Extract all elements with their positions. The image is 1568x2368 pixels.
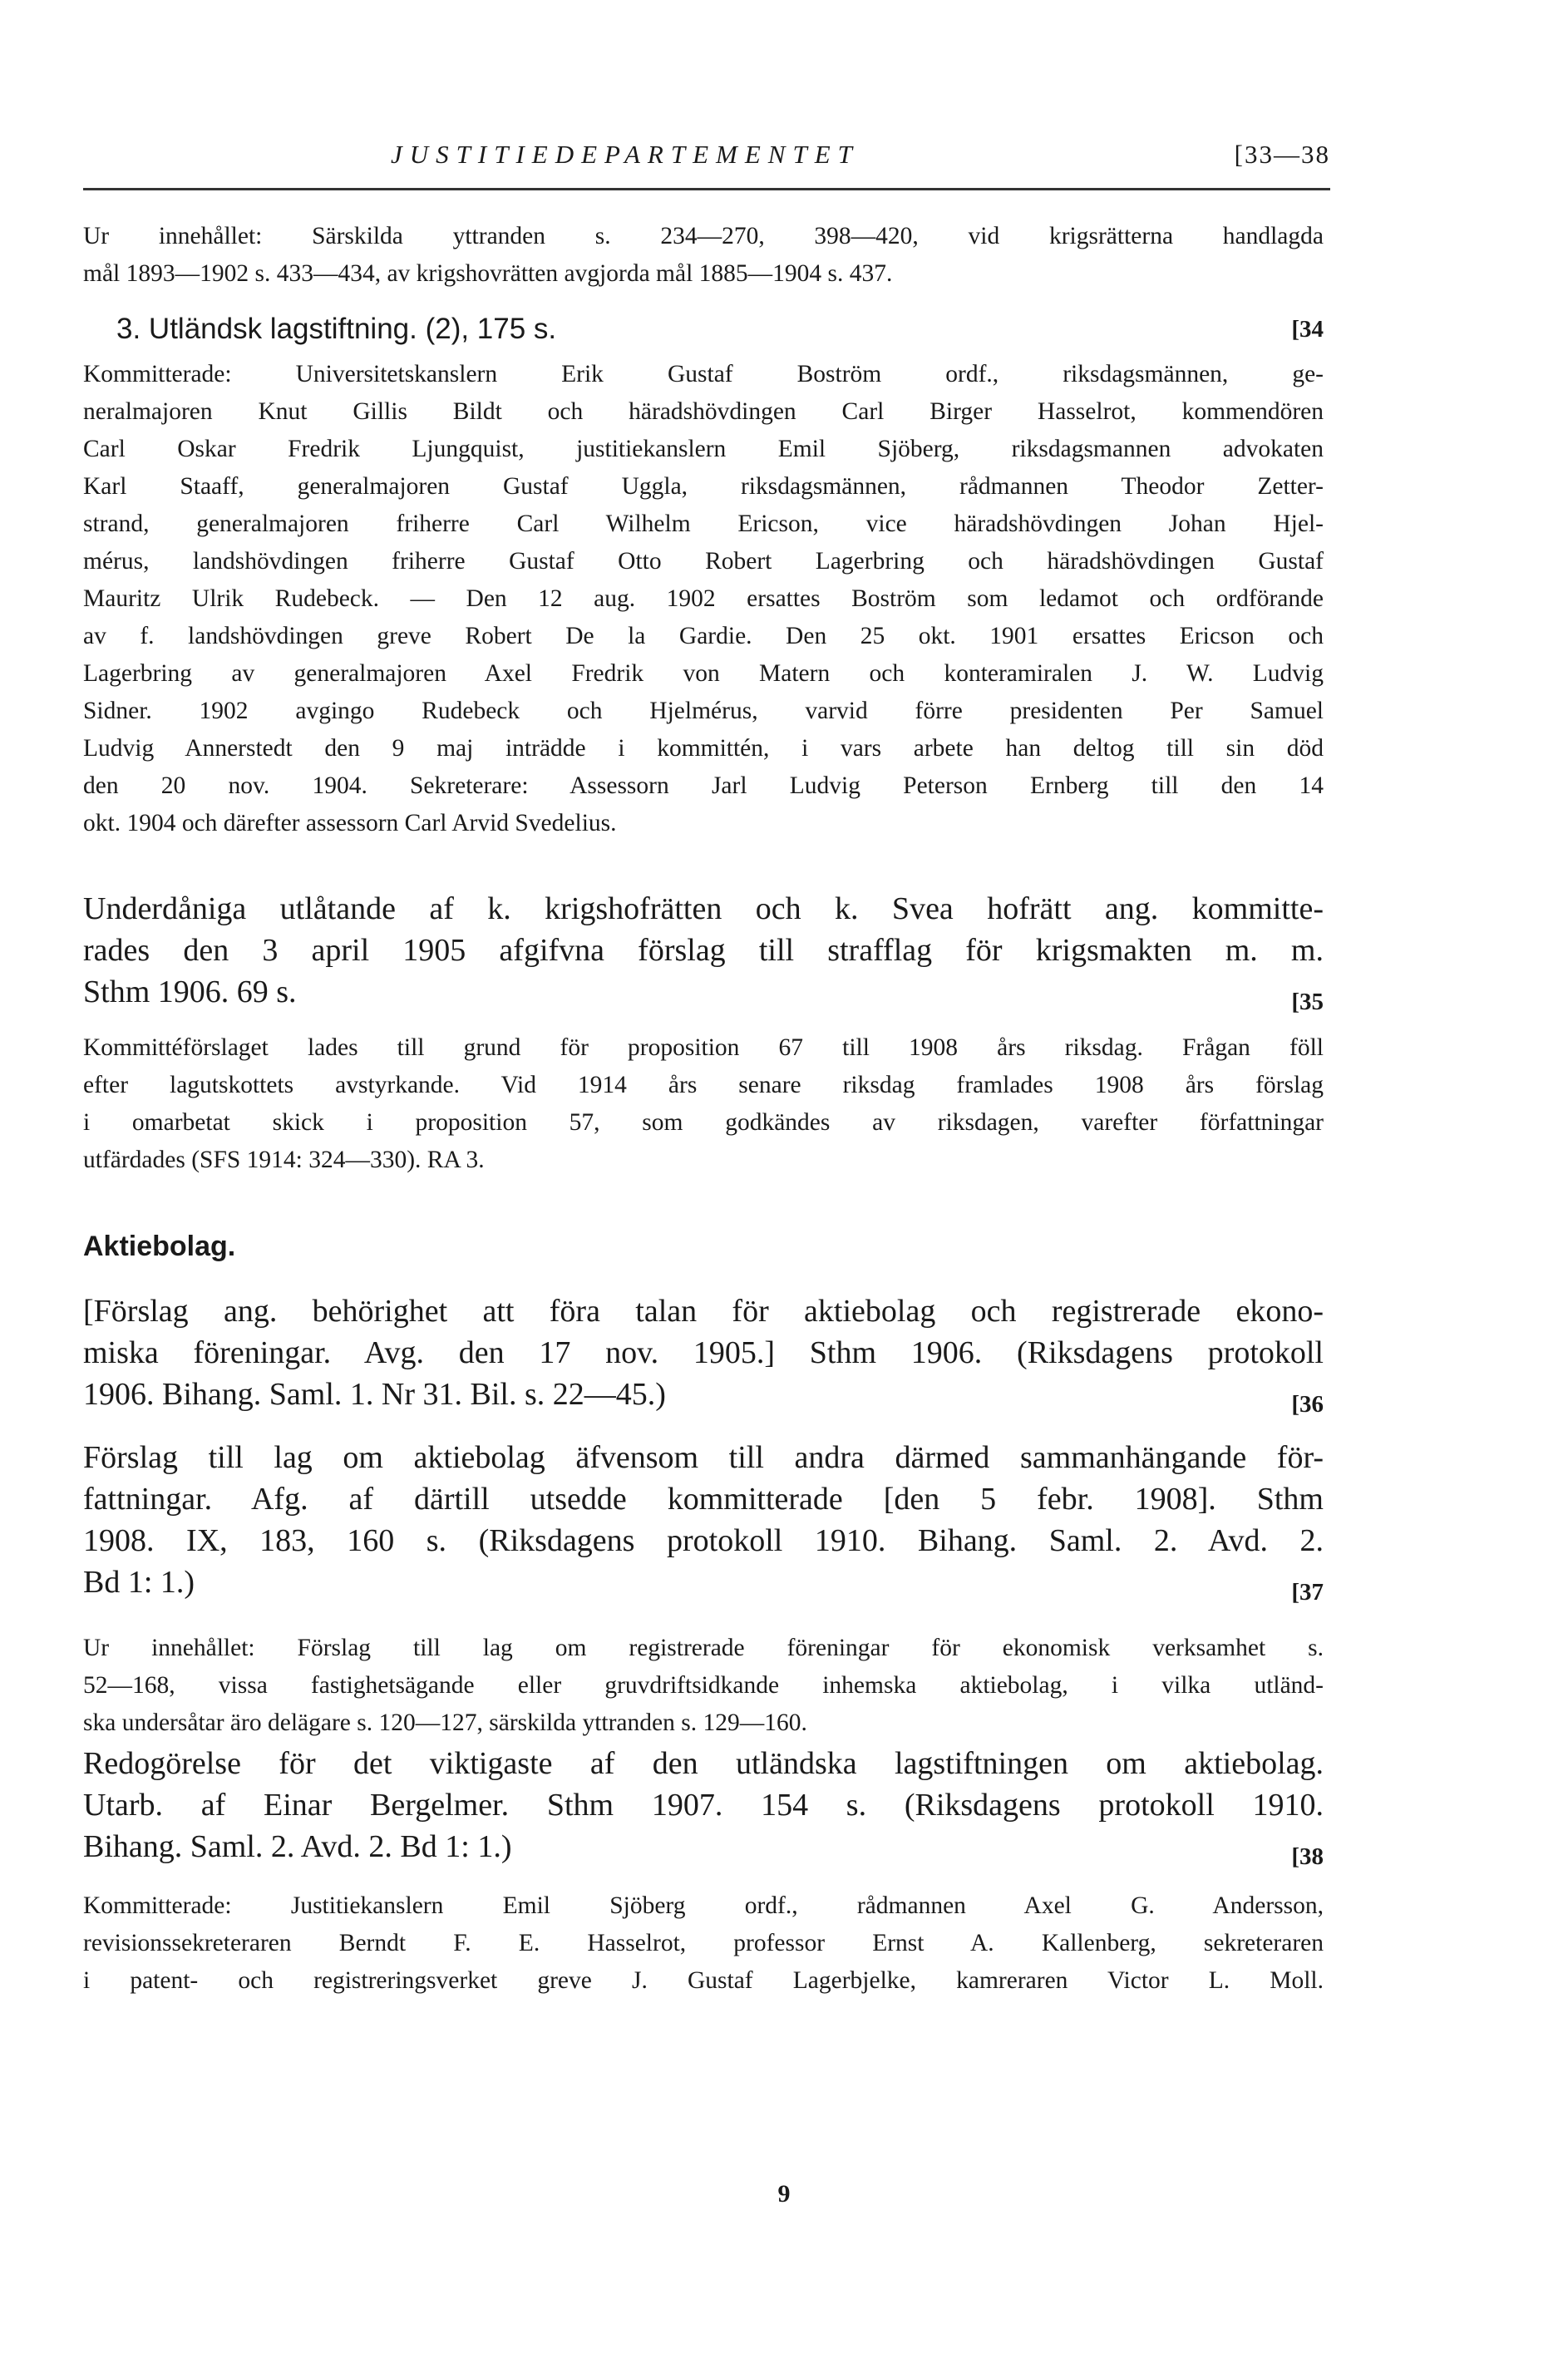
title-line: Utarb. af Einar Bergelmer. Sthm 1907. 154 s. (Riksdagens protokoll 1910. — [83, 1788, 1324, 1823]
text-line: i omarbetat skick i proposition 57, som godkändes av riksdagen, varefter författningar — [83, 1109, 1324, 1136]
entry-marker: [34 — [1291, 316, 1324, 343]
header-entry-range: [33—38 — [1234, 140, 1330, 169]
section-36-title — [83, 1290, 1324, 1418]
text-line: Kommitterade: Justitiekanslern Emil Sjöberg ordf., rådmannen Axel G. Andersson, — [83, 1892, 1324, 1919]
text-line: neralmajoren Knut Gillis Bildt och häradshövdingen Carl Birger Hasselrot, kommendören — [83, 398, 1324, 425]
section-heading: Aktiebolag. — [83, 1231, 236, 1262]
text-line: efter lagutskottets avstyrkande. Vid 1914 års senare riksdag framlades 1908 års förslag — [83, 1072, 1324, 1098]
text-line: 52—168, vissa fastighetsägande eller gruvdriftsidkande inhemska aktiebolag, i vilka utländ- — [83, 1672, 1324, 1699]
text-line: mérus, landshövdingen friherre Gustaf Otto Robert Lagerbring och häradshövdingen Gustaf — [83, 548, 1324, 575]
title-line: rades den 3 april 1905 afgifvna förslag till strafflag för krigsmakten m. m. — [83, 933, 1324, 968]
entry-marker: [35 — [1291, 989, 1324, 1015]
text-line: Kommittéförslaget lades till grund för proposition 67 till 1908 års riksdag. Frågan föll — [83, 1034, 1324, 1061]
title-line: Underdåniga utlåtande af k. krigshofrätten och k. Svea hofrätt ang. kommitte- — [83, 891, 1324, 926]
text-line: i patent- och registreringsverket greve J. Gustaf Lagerbjelke, kamreraren Victor L. Moll. — [83, 1967, 1324, 1994]
section-35-body — [83, 1029, 1324, 1179]
text-line: mål 1893—1902 s. 433—434, av krigshovrätten avgjorda mål 1885—1904 s. 437. — [83, 260, 893, 287]
text-line: strand, generalmajoren friherre Carl Wilhelm Ericson, vice häradshövdingen Johan Hjel- — [83, 511, 1324, 537]
entry-title: 3. Utländsk lagstiftning. (2), 175 s. — [116, 313, 557, 345]
title-line: Förslag till lag om aktiebolag äfvensom till andra därmed sammanhängande för- — [83, 1440, 1324, 1475]
title-line: Bihang. Saml. 2. Avd. 2. Bd 1: 1.) — [83, 1829, 512, 1864]
title-line: 1908. IX, 183, 160 s. (Riksdagens protokoll 1910. Bihang. Saml. 2. Avd. 2. — [83, 1523, 1324, 1558]
text-line: Ludvig Annerstedt den 9 maj inträdde i kommittén, i vars arbete han deltog till sin död — [83, 735, 1324, 762]
section-35-title — [83, 888, 1324, 1013]
title-line: miska föreningar. Avg. den 17 nov. 1905.] Sthm 1906. (Riksdagens protokoll — [83, 1335, 1324, 1370]
text-line: utfärdades (SFS 1914: 324—330). RA 3. — [83, 1147, 485, 1173]
text-line: Sidner. 1902 avgingo Rudebeck och Hjelmérus, varvid förre presidenten Per Samuel — [83, 698, 1324, 724]
running-header — [83, 140, 1330, 183]
title-line: Bd 1: 1.) — [83, 1565, 195, 1600]
section-38-title — [83, 1743, 1324, 1870]
text-line: Mauritz Ulrik Rudebeck. — Den 12 aug. 1902 ersattes Boström som ledamot och ordförande — [83, 585, 1324, 612]
entry-marker: [38 — [1291, 1843, 1324, 1870]
text-line: Kommitterade: Universitetskanslern Erik Gustaf Boström ordf., riksdagsmännen, ge- — [83, 361, 1324, 387]
text-line: Karl Staaff, generalmajoren Gustaf Uggla, riksdagsmännen, rådmannen Theodor Zetter- — [83, 473, 1324, 500]
entry-marker: [37 — [1291, 1579, 1324, 1606]
title-line: [Förslag ang. behörighet att föra talan för aktiebolag och registrerade ekono- — [83, 1294, 1324, 1329]
section-38-body — [83, 1887, 1324, 2000]
section-37-title — [83, 1437, 1324, 1606]
section-33-contents — [83, 218, 1324, 293]
header-rule — [83, 188, 1330, 190]
text-line: den 20 nov. 1904. Sekreterare: Assessorn Jarl Ludvig Peterson Ernberg till den 14 — [83, 772, 1324, 799]
header-title: JUSTITIEDEPARTEMENTET — [391, 140, 860, 169]
text-line: av f. landshövdingen greve Robert De la Gardie. Den 25 okt. 1901 ersattes Ericson och — [83, 623, 1324, 649]
title-line: fattningar. Afg. af därtill utsedde kommitterade [den 5 febr. 1908]. Sthm — [83, 1482, 1324, 1517]
title-line: Redogörelse för det viktigaste af den utländska lagstiftningen om aktiebolag. — [83, 1746, 1324, 1781]
section-34-title — [83, 308, 1324, 349]
text-line: Ur innehållet: Särskilda yttranden s. 234—270, 398—420, vid krigsrätterna handlagda — [83, 223, 1324, 249]
text-line: Ur innehållet: Förslag till lag om registrerade föreningar för ekonomisk verksamhet s. — [83, 1635, 1324, 1661]
text-line: revisionssekreteraren Berndt F. E. Hasselrot, professor Ernst A. Kallenberg, sekreteraren — [83, 1930, 1324, 1956]
text-line: Lagerbring av generalmajoren Axel Fredrik von Matern och konteramiralen J. W. Ludvig — [83, 660, 1324, 687]
entry-marker: [36 — [1291, 1391, 1324, 1418]
text-line: okt. 1904 och därefter assessorn Carl Arvid Svedelius. — [83, 810, 617, 836]
text-line: Carl Oskar Fredrik Ljungquist, justitiekanslern Emil Sjöberg, riksdagsmannen advokaten — [83, 436, 1324, 462]
title-line: Sthm 1906. 69 s. — [83, 974, 297, 1009]
section-37-contents — [83, 1630, 1324, 1742]
page-number: 9 — [777, 2180, 791, 2208]
section-34-body — [83, 356, 1324, 842]
title-line: 1906. Bihang. Saml. 1. Nr 31. Bil. s. 22—45.) — [83, 1377, 666, 1412]
text-line: ska undersåtar äro delägare s. 120—127, särskilda yttranden s. 129—160. — [83, 1709, 807, 1736]
